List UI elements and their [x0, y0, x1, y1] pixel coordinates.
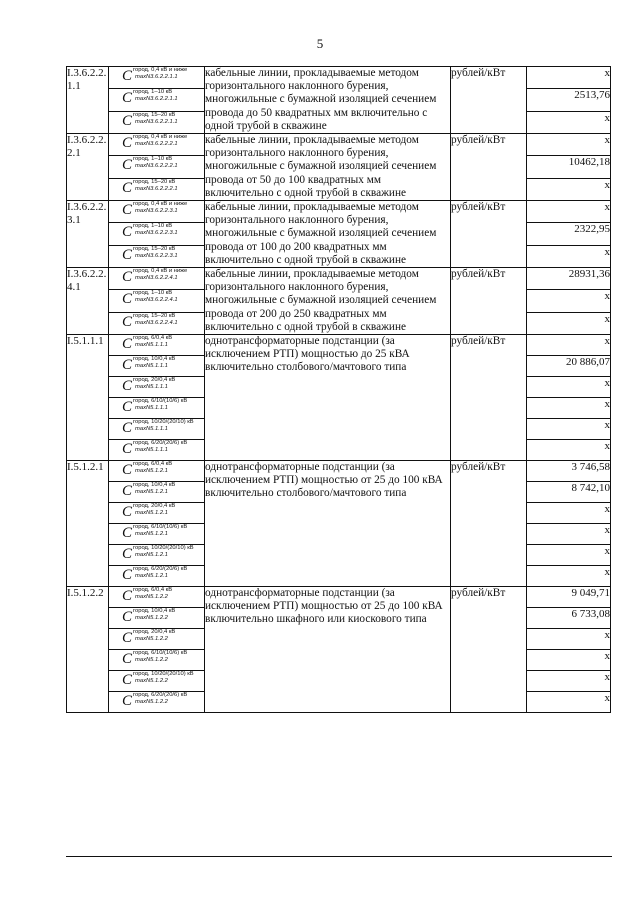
rate-symbol [109, 67, 205, 89]
rate-value: х [527, 692, 611, 713]
rate-symbol [109, 377, 205, 398]
rate-superscript: город, 6/20/(20/6) кВ [133, 440, 188, 447]
rate-value: х [527, 312, 611, 334]
rate-symbol-letter: C [122, 420, 133, 437]
table-row [67, 461, 611, 482]
item-code: I.5.1.2.1 [67, 461, 109, 587]
tariff-table [66, 66, 611, 713]
rate-subscript: maxN5.1.2.1 [135, 489, 168, 496]
item-code: I.3.6.2.2.2.1 [67, 134, 109, 201]
item-code: I.3.6.2.2.1.1 [67, 67, 109, 134]
item-description: однотрансформаторные подстанции (за исключением РТП) мощностью от 25 до 100 кВА включительно шкафного или киоскового типа [205, 587, 451, 713]
rate-subscript: maxN3.6.2.2.3.1 [135, 230, 178, 237]
rate-symbol-letter: C [122, 202, 133, 219]
rate-symbol-formula [109, 201, 204, 218]
rate-subscript: maxN5.1.1.1 [135, 363, 168, 370]
rate-symbol-letter: C [122, 630, 133, 647]
rate-subscript: maxN3.6.2.2.3.1 [135, 252, 178, 259]
rate-superscript: город, 6/0,4 кВ [133, 335, 173, 342]
unit-label: рублей/кВт [451, 335, 527, 461]
rate-subscript: maxN5.1.2.2 [135, 657, 168, 664]
rate-symbol [109, 111, 205, 133]
rate-symbol-letter: C [122, 504, 133, 521]
rate-subscript: maxN3.6.2.2.3.1 [135, 208, 178, 215]
rate-symbol-letter: C [122, 462, 133, 479]
rate-value: 2322,95 [527, 223, 611, 245]
rate-subscript: maxN3.6.2.2.4.1 [135, 275, 178, 282]
rate-superscript: город, 6/10/(10/6) кВ [133, 398, 188, 405]
rate-superscript: город, 6/0,4 кВ [133, 461, 173, 468]
rate-symbol-letter: C [122, 399, 133, 416]
rate-symbol-formula [109, 268, 204, 285]
rate-subscript: maxN5.1.2.1 [135, 573, 168, 580]
rate-symbol [109, 178, 205, 200]
rate-subscript: maxN3.6.2.2.2.1 [135, 163, 178, 170]
rate-superscript: город, 10/0,4 кВ [133, 608, 176, 615]
rate-symbol-formula [109, 482, 204, 499]
rate-symbol-formula [109, 419, 204, 436]
rate-symbol-letter: C [122, 179, 133, 196]
rate-symbol [109, 608, 205, 629]
page-number: 5 [316, 36, 324, 51]
rate-superscript: город, 20/0,4 кВ [133, 629, 176, 636]
rate-value: х [527, 419, 611, 440]
rate-symbol-formula [109, 246, 204, 263]
rate-superscript: город, 10/0,4 кВ [133, 482, 176, 489]
rate-superscript: город, 1–10 кВ [133, 89, 173, 96]
rate-value: 9 049,71 [527, 587, 611, 608]
rate-value: 20 886,07 [527, 356, 611, 377]
rate-superscript: город, 0,4 кВ и ниже [133, 268, 188, 275]
rate-superscript: город, 10/20/(20/10) кВ [133, 419, 194, 426]
rate-symbol-formula [109, 587, 204, 604]
rate-symbol [109, 545, 205, 566]
rate-value: 2513,76 [527, 89, 611, 111]
rate-symbol-formula [109, 608, 204, 625]
rate-subscript: maxN3.6.2.2.4.1 [135, 319, 178, 326]
rate-value: х [527, 377, 611, 398]
rate-symbol [109, 134, 205, 156]
rate-superscript: город, 10/20/(20/10) кВ [133, 671, 194, 678]
rate-value: х [527, 398, 611, 419]
rate-subscript: maxN5.1.2.2 [135, 636, 168, 643]
rate-symbol [109, 223, 205, 245]
rate-symbol-formula [109, 440, 204, 457]
rate-superscript: город, 20/0,4 кВ [133, 503, 176, 510]
rate-symbol-formula [109, 134, 204, 151]
rate-symbol-formula [109, 503, 204, 520]
rate-subscript: maxN5.1.2.2 [135, 615, 168, 622]
rate-superscript: город, 6/10/(10/6) кВ [133, 650, 188, 657]
rate-subscript: maxN3.6.2.2.1.1 [135, 74, 178, 80]
rate-symbol-letter: C [122, 651, 133, 668]
rate-superscript: город, 20/0,4 кВ [133, 377, 176, 384]
item-code: I.3.6.2.2.4.1 [67, 268, 109, 335]
rate-superscript: город, 0,4 кВ и ниже [133, 67, 188, 73]
rate-symbol-letter: C [122, 441, 133, 458]
rate-symbol-letter: C [122, 357, 133, 374]
rate-symbol [109, 524, 205, 545]
rate-subscript: maxN5.1.1.1 [135, 447, 168, 454]
rate-subscript: maxN5.1.1.1 [135, 342, 168, 349]
rate-symbol-formula [109, 629, 204, 646]
rate-symbol-formula [109, 671, 204, 688]
rate-symbol [109, 268, 205, 290]
rate-symbol-letter: C [122, 546, 133, 563]
rate-value: х [527, 201, 611, 223]
unit-label: рублей/кВт [451, 268, 527, 335]
rate-symbol-letter: C [122, 269, 133, 286]
rate-symbol-formula [109, 335, 204, 352]
rate-symbol [109, 671, 205, 692]
rate-symbol [109, 156, 205, 178]
rate-superscript: город, 15–20 кВ [133, 111, 176, 118]
table-row [67, 201, 611, 223]
rate-subscript: maxN5.1.2.1 [135, 510, 168, 517]
unit-label: рублей/кВт [451, 134, 527, 201]
rate-subscript: maxN5.1.2.1 [135, 531, 168, 538]
rate-value: 3 746,58 [527, 461, 611, 482]
rate-symbol-formula [109, 545, 204, 562]
rate-subscript: maxN5.1.2.2 [135, 699, 168, 706]
tariff-table-body [67, 67, 611, 713]
rate-superscript: город, 15–20 кВ [133, 245, 176, 252]
item-description: кабельные линии, прокладываемые методом горизонтального наклонного бурения, многожильные с бумажной изоляцией сечением провода от 100 до 200 квадратных мм включительно с одной трубой в скважине [205, 201, 451, 268]
rate-symbol-formula [109, 524, 204, 541]
rate-superscript: город, 10/0,4 кВ [133, 356, 176, 363]
rate-symbol-letter: C [122, 567, 133, 584]
rate-value: 10462,18 [527, 156, 611, 178]
rate-superscript: город, 0,4 кВ и ниже [133, 134, 188, 141]
rate-symbol [109, 419, 205, 440]
rate-superscript: город, 6/0,4 кВ [133, 587, 173, 594]
rate-symbol [109, 356, 205, 377]
rate-symbol [109, 482, 205, 503]
rate-subscript: maxN3.6.2.2.4.1 [135, 297, 178, 304]
rate-symbol-letter: C [122, 224, 133, 241]
rate-subscript: maxN5.1.1.1 [135, 405, 168, 412]
rate-symbol-formula [109, 377, 204, 394]
rate-symbol-formula [109, 156, 204, 173]
table-row [67, 335, 611, 356]
rate-subscript: maxN5.1.2.1 [135, 552, 168, 559]
rate-superscript: город, 15–20 кВ [133, 312, 176, 319]
rate-symbol-formula [109, 89, 204, 106]
rate-symbol-formula [109, 112, 204, 129]
rate-subscript: maxN3.6.2.2.1.1 [135, 118, 178, 125]
rate-value: х [527, 67, 611, 89]
item-code: I.5.1.2.2 [67, 587, 109, 713]
rate-symbol-formula [109, 398, 204, 415]
item-description: кабельные линии, прокладываемые методом горизонтального наклонного бурения, многожильные с бумажной изоляцией сечением провода от 200 до 250 квадратных мм включительно с одной трубой в скважине [205, 268, 451, 335]
table-row [67, 587, 611, 608]
rate-superscript: город, 10/20/(20/10) кВ [133, 545, 194, 552]
rate-symbol-letter: C [122, 336, 133, 353]
rate-symbol [109, 587, 205, 608]
rate-symbol [109, 566, 205, 587]
rate-subscript: maxN5.1.2.1 [135, 468, 168, 475]
rate-superscript: город, 6/10/(10/6) кВ [133, 524, 188, 531]
rate-subscript: maxN5.1.2.2 [135, 594, 168, 601]
unit-label: рублей/кВт [451, 587, 527, 713]
rate-value: х [527, 524, 611, 545]
table-row [67, 67, 611, 89]
rate-value: 6 733,08 [527, 608, 611, 629]
rate-superscript: город, 6/20/(20/6) кВ [133, 692, 188, 699]
rate-symbol-letter: C [122, 246, 133, 263]
rate-subscript: maxN3.6.2.2.2.1 [135, 185, 178, 192]
rate-symbol [109, 629, 205, 650]
item-description: кабельные линии, прокладываемые методом горизонтального наклонного бурения, многожильные с бумажной изоляцией сечением провода до 50 квадратных мм включительно с одной трубой в скважине [205, 67, 451, 134]
item-description: однотрансформаторные подстанции (за исключением РТП) мощностью от 25 до 100 кВА включительно столбового/мачтового типа [205, 461, 451, 587]
rate-symbol-formula [109, 67, 204, 84]
rate-value: х [527, 178, 611, 200]
rate-symbol-letter: C [122, 525, 133, 542]
rate-symbol [109, 650, 205, 671]
rate-symbol-formula [109, 223, 204, 240]
rate-symbol-formula [109, 313, 204, 330]
rate-symbol-letter: C [122, 693, 133, 710]
rate-symbol-letter: C [122, 135, 133, 152]
rate-symbol [109, 461, 205, 482]
rate-value: х [527, 290, 611, 312]
rate-symbol-letter: C [122, 313, 133, 330]
rate-symbol [109, 503, 205, 524]
rate-symbol [109, 440, 205, 461]
rate-symbol [109, 692, 205, 713]
rate-subscript: maxN5.1.1.1 [135, 426, 168, 433]
rate-symbol-letter: C [122, 483, 133, 500]
rate-subscript: maxN3.6.2.2.2.1 [135, 141, 178, 148]
item-code: I.5.1.1.1 [67, 335, 109, 461]
rate-value: 28931,36 [527, 268, 611, 290]
rate-symbol-letter: C [122, 672, 133, 689]
unit-label: рублей/кВт [451, 461, 527, 587]
rate-symbol-formula [109, 290, 204, 307]
rate-symbol-formula [109, 356, 204, 373]
rate-value: х [527, 245, 611, 267]
rate-superscript: город, 1–10 кВ [133, 156, 173, 163]
rate-symbol-letter: C [122, 291, 133, 308]
rate-symbol-formula [109, 692, 204, 709]
rate-superscript: город, 0,4 кВ и ниже [133, 201, 188, 208]
rate-value: х [527, 629, 611, 650]
rate-value: х [527, 111, 611, 133]
rate-symbol-letter: C [122, 588, 133, 605]
rate-symbol-letter: C [122, 90, 133, 107]
rate-symbol-formula [109, 566, 204, 583]
rate-value: 8 742,10 [527, 482, 611, 503]
item-code: I.3.6.2.2.3.1 [67, 201, 109, 268]
rate-symbol-letter: C [122, 68, 133, 84]
rate-symbol [109, 245, 205, 267]
rate-symbol [109, 335, 205, 356]
rate-subscript: maxN5.1.2.2 [135, 678, 168, 685]
rate-symbol-formula [109, 461, 204, 478]
rate-superscript: город, 15–20 кВ [133, 178, 176, 185]
rate-symbol-letter: C [122, 157, 133, 174]
rate-value: х [527, 650, 611, 671]
rate-symbol [109, 89, 205, 111]
item-description: однотрансформаторные подстанции (за исключением РТП) мощностью до 25 кВА включительно столбового/мачтового типа [205, 335, 451, 461]
rate-symbol-letter: C [122, 378, 133, 395]
rate-superscript: город, 1–10 кВ [133, 223, 173, 230]
unit-label: рублей/кВт [451, 201, 527, 268]
rate-value: х [527, 671, 611, 692]
rate-value: х [527, 440, 611, 461]
rate-value: х [527, 503, 611, 524]
rate-symbol-letter: C [122, 609, 133, 626]
rate-symbol [109, 312, 205, 334]
rate-value: х [527, 545, 611, 566]
rate-superscript: город, 6/20/(20/6) кВ [133, 566, 188, 573]
rate-symbol-formula [109, 179, 204, 196]
rate-subscript: maxN5.1.1.1 [135, 384, 168, 391]
rate-value: х [527, 566, 611, 587]
table-row [67, 134, 611, 156]
unit-label: рублей/кВт [451, 67, 527, 134]
rate-superscript: город, 1–10 кВ [133, 290, 173, 297]
table-row [67, 268, 611, 290]
rate-symbol [109, 290, 205, 312]
rate-symbol [109, 201, 205, 223]
rate-subscript: maxN3.6.2.2.1.1 [135, 96, 178, 103]
rate-value: х [527, 134, 611, 156]
bottom-rule [66, 856, 612, 857]
rate-value: х [527, 335, 611, 356]
rate-symbol-letter: C [122, 112, 133, 129]
item-description: кабельные линии, прокладываемые методом горизонтального наклонного бурения, многожильные с бумажной изоляцией сечением провода от 50 до 100 квадратных мм включительно с одной трубой в скважине [205, 134, 451, 201]
rate-symbol [109, 398, 205, 419]
rate-symbol-formula [109, 650, 204, 667]
